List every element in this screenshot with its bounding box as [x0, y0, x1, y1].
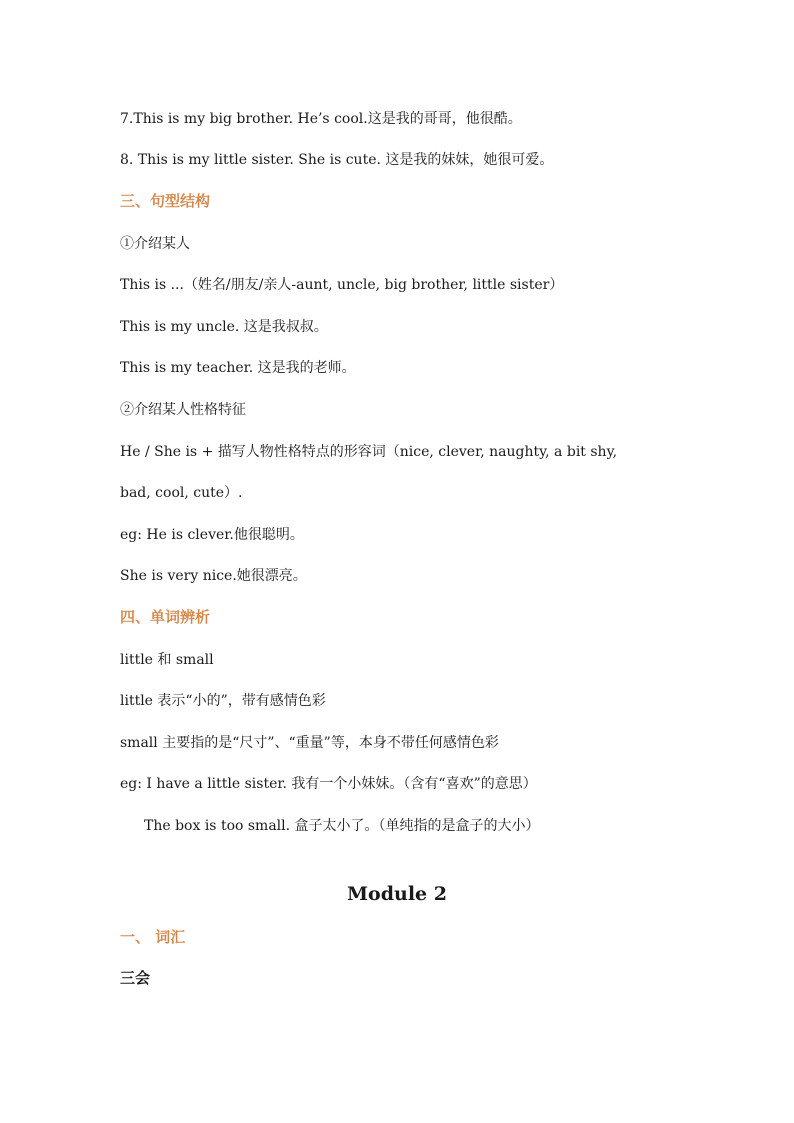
example-little-sister: eg: I have a little sister. 我有一个小妹妹。（含有“喜欢”的意思） — [120, 776, 537, 792]
pattern-he-she-is-continued: bad, cool, cute）. — [120, 485, 243, 501]
example-nice: She is very nice.她很漂亮。 — [120, 568, 307, 584]
subheading-three-skills: 三会 — [120, 969, 151, 987]
subheading-introduce-someone: ①介绍某人 — [120, 236, 190, 252]
word-pair: little 和 small — [120, 652, 214, 668]
section-heading-word-analysis: 四、单词辨析 — [120, 608, 211, 626]
example-box-small: The box is too small. 盒子太小了。（单纯指的是盒子的大小） — [144, 818, 540, 834]
little-definition: little 表示“小的”，带有感情色彩 — [120, 693, 326, 709]
vocab-sentence-7: 7.This is my big brother. He’s cool.这是我的哥哥，他很酷。 — [120, 111, 522, 127]
small-definition: small 主要指的是“尺寸”、“重量”等，本身不带任何感情色彩 — [120, 735, 499, 751]
section-heading-sentence-structure: 三、句型结构 — [120, 192, 211, 210]
subheading-personality: ②介绍某人性格特征 — [120, 402, 246, 418]
pattern-this-is: This is ...（姓名/朋友/亲人-aunt, uncle, big brother, little sister） — [120, 277, 564, 293]
example-teacher: This is my teacher. 这是我的老师。 — [120, 360, 356, 376]
example-clever: eg: He is clever.他很聪明。 — [120, 527, 304, 543]
section-heading-vocabulary: 一、 词汇 — [120, 928, 186, 946]
example-uncle: This is my uncle. 这是我叔叔。 — [120, 319, 328, 335]
module-title: Module 2 — [347, 883, 447, 905]
vocab-sentence-8: 8. This is my little sister. She is cute. 这是我的妹妹，她很可爱。 — [120, 152, 554, 168]
pattern-he-she-is: He / She is + 描写人物性格特点的形容词（nice, clever, naughty, a bit shy, — [120, 444, 618, 460]
